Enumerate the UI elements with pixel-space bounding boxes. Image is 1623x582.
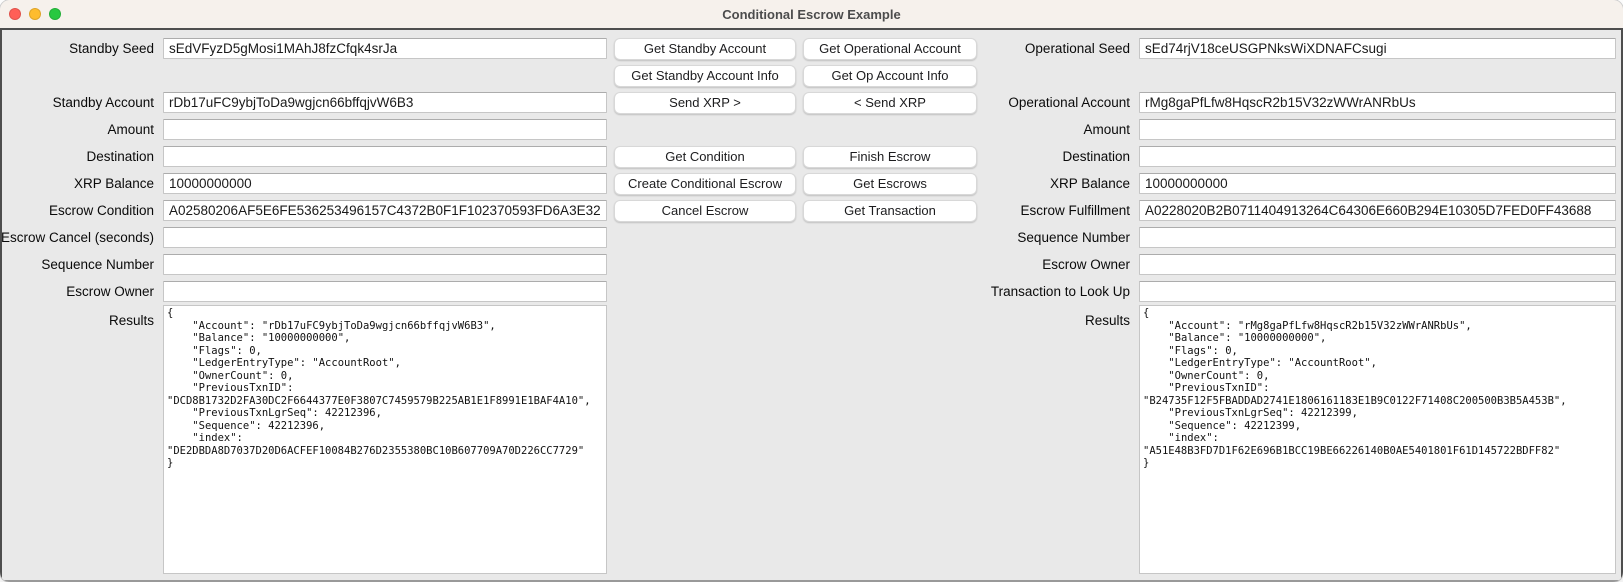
get-standby-account-info-button[interactable]: Get Standby Account Info xyxy=(614,65,796,87)
transaction-to-look-up-label: Transaction to Look Up xyxy=(990,284,1130,299)
operational-sequence-number-input[interactable] xyxy=(1139,227,1616,248)
operational-xrp-balance-input[interactable] xyxy=(1139,173,1616,194)
standby-sequence-number-label: Sequence Number xyxy=(41,257,154,272)
main-content xyxy=(0,28,1623,582)
operational-seed-input[interactable] xyxy=(1139,38,1616,59)
standby-sequence-number-input[interactable] xyxy=(163,254,607,275)
minimize-button-icon[interactable] xyxy=(29,8,41,20)
standby-amount-input[interactable] xyxy=(163,119,607,140)
operational-destination-label: Destination xyxy=(1062,149,1130,164)
operational-xrp-balance-label: XRP Balance xyxy=(1049,176,1130,191)
get-operational-account-button[interactable]: Get Operational Account xyxy=(803,38,977,60)
operational-amount-input[interactable] xyxy=(1139,119,1616,140)
standby-seed-label: Standby Seed xyxy=(69,41,154,56)
escrow-condition-label: Escrow Condition xyxy=(48,203,154,218)
escrow-cancel-seconds-label: Escrow Cancel (seconds) xyxy=(0,230,154,245)
standby-escrow-owner-label: Escrow Owner xyxy=(66,284,154,299)
standby-amount-label: Amount xyxy=(107,122,154,137)
escrow-condition-input[interactable] xyxy=(163,200,607,221)
standby-xrp-balance-input[interactable] xyxy=(163,173,607,194)
send-xrp-to-standby-button[interactable]: < Send XRP xyxy=(803,92,977,114)
operational-escrow-owner-label: Escrow Owner xyxy=(1042,257,1130,272)
zoom-button-icon[interactable] xyxy=(49,8,61,20)
standby-results-label: Results xyxy=(108,313,154,328)
title-bar[interactable] xyxy=(0,0,1623,28)
escrow-fulfillment-input[interactable] xyxy=(1139,200,1616,221)
standby-xrp-balance-label: XRP Balance xyxy=(73,176,154,191)
standby-account-label: Standby Account xyxy=(52,95,154,110)
standby-seed-input[interactable] xyxy=(163,38,607,59)
operational-escrow-owner-input[interactable] xyxy=(1139,254,1616,275)
operational-results-label: Results xyxy=(1084,313,1130,328)
standby-results-textarea[interactable] xyxy=(163,305,607,574)
escrow-cancel-seconds-input[interactable] xyxy=(163,227,607,248)
cancel-escrow-button[interactable]: Cancel Escrow xyxy=(614,200,796,222)
traffic-lights xyxy=(0,8,61,20)
operational-amount-label: Amount xyxy=(1083,122,1130,137)
get-escrows-button[interactable]: Get Escrows xyxy=(803,173,977,195)
operational-sequence-number-label: Sequence Number xyxy=(1017,230,1130,245)
window-title: Conditional Escrow Example xyxy=(722,6,901,22)
get-transaction-button[interactable]: Get Transaction xyxy=(803,200,977,222)
transaction-to-look-up-input[interactable] xyxy=(1139,281,1616,302)
close-button-icon[interactable] xyxy=(9,8,21,20)
create-conditional-escrow-button[interactable]: Create Conditional Escrow xyxy=(614,173,796,195)
escrow-fulfillment-label: Escrow Fulfillment xyxy=(1020,203,1130,218)
standby-account-input[interactable] xyxy=(163,92,607,113)
operational-account-input[interactable] xyxy=(1139,92,1616,113)
standby-escrow-owner-input[interactable] xyxy=(163,281,607,302)
get-op-account-info-button[interactable]: Get Op Account Info xyxy=(803,65,977,87)
get-standby-account-button[interactable]: Get Standby Account xyxy=(614,38,796,60)
operational-results-textarea[interactable] xyxy=(1139,305,1616,574)
send-xrp-to-operational-button[interactable]: Send XRP > xyxy=(614,92,796,114)
operational-account-label: Operational Account xyxy=(1008,95,1130,110)
operational-destination-input[interactable] xyxy=(1139,146,1616,167)
standby-destination-label: Destination xyxy=(86,149,154,164)
finish-escrow-button[interactable]: Finish Escrow xyxy=(803,146,977,168)
operational-seed-label: Operational Seed xyxy=(1024,41,1130,56)
get-condition-button[interactable]: Get Condition xyxy=(614,146,796,168)
standby-destination-input[interactable] xyxy=(163,146,607,167)
